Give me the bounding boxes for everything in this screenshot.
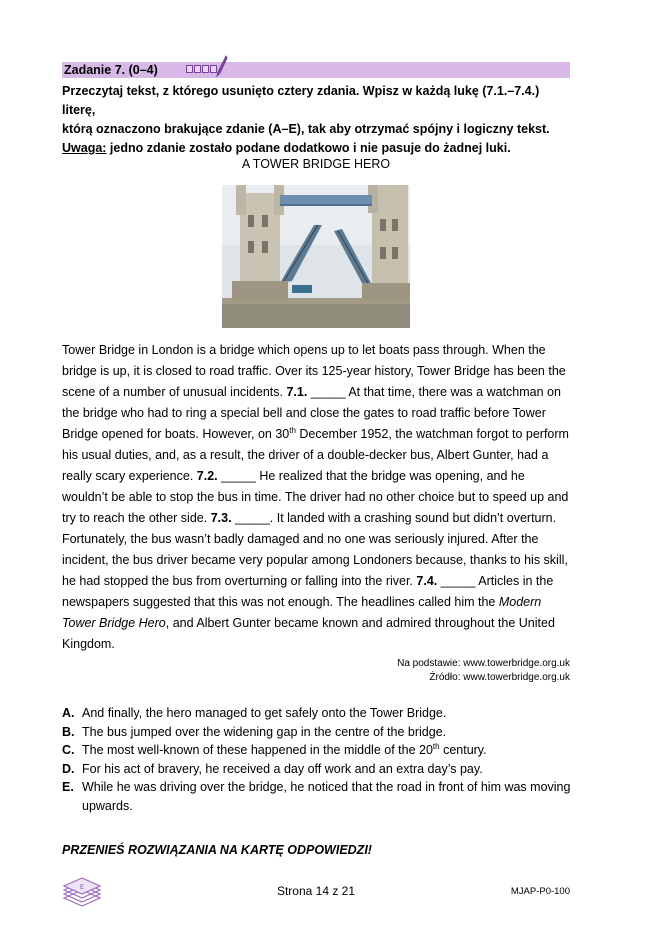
score-box bbox=[194, 65, 201, 73]
option-text: The bus jumped over the widening gap in the centre of the bridge. bbox=[82, 724, 447, 739]
option-b bbox=[62, 723, 574, 742]
pen-icon bbox=[214, 55, 228, 77]
text-segment: Tower Bridge in London is a bridge which opens up to let boats pass through. When the bridge is up, it is closed to road traffic. Over its 125-year history, Tower Bridge has been the scene of a number of unusual incidents. bbox=[62, 343, 566, 399]
ordinal-suffix: th bbox=[289, 425, 296, 435]
svg-text:E: E bbox=[79, 883, 85, 891]
option-text: While he was driving over the bridge, he noticed that the road in front of him was moving upwards. bbox=[82, 780, 571, 813]
option-e bbox=[62, 778, 574, 815]
ordinal-suffix: th bbox=[432, 741, 440, 751]
answer-options bbox=[62, 704, 574, 815]
headline-title: Modern Tower Bridge Hero bbox=[62, 595, 542, 630]
text-segment: December 1952, the watchman forgot to perform his usual duties, and, as a result, the driver of a double-decker bus, Albert Gunter, had a really scary experience. bbox=[62, 427, 569, 483]
exam-code: MJAP-P0-100 bbox=[510, 886, 570, 897]
score-box bbox=[202, 65, 209, 73]
option-d bbox=[62, 760, 574, 779]
option-a bbox=[62, 704, 574, 723]
task-title: Zadanie 7. (0–4) bbox=[64, 63, 158, 77]
text-segment: _____ At that time, there was a watchman on the bridge who had to ring a special bell and close the gates to road traffic before Tower Bridge opened for boats. However, on 30 bbox=[62, 385, 561, 441]
score-box bbox=[186, 65, 193, 73]
note-text: jedno zdanie zostało podane dodatkowo i nie pasuje do żadnej luki. bbox=[106, 141, 511, 155]
page-number: Strona 14 z 21 bbox=[276, 884, 356, 898]
instruction-line-1: Przeczytaj tekst, z którego usunięto cztery zdania. Wpisz w każdą lukę (7.1.–7.4.) literę, bbox=[62, 84, 540, 117]
option-text-part: The most well-known of these happened in the middle of the 20 bbox=[82, 743, 433, 757]
note-label: Uwaga: bbox=[62, 141, 107, 155]
gap-7-4: 7.4. bbox=[416, 574, 438, 588]
task-instructions bbox=[62, 82, 574, 158]
score-boxes-icon bbox=[186, 65, 217, 73]
transfer-note: PRZENIEŚ ROZWIĄZANIA NA KARTĘ ODPOWIEDZI! bbox=[62, 843, 372, 857]
option-letter: D. bbox=[62, 761, 75, 776]
text-segment: , and Albert Gunter became known and admired throughout the United Kingdom. bbox=[62, 616, 555, 651]
source-line-1: Na podstawie: www.towerbridge.org.uk bbox=[397, 658, 570, 669]
gap-7-2: 7.2. bbox=[196, 469, 218, 483]
option-c bbox=[62, 741, 574, 760]
option-letter: C. bbox=[62, 743, 75, 757]
gap-7-3: 7.3. bbox=[210, 511, 232, 525]
main-paragraph bbox=[62, 340, 572, 655]
gap-7-1: 7.1. bbox=[286, 385, 308, 399]
option-text bbox=[82, 741, 487, 760]
text-segment: _____ He realized that the bridge was opening, and he wouldn’t be able to stop the bus in time. The driver had no other choice but to speed up and try to reach the other side. bbox=[62, 469, 569, 525]
option-letter: A. bbox=[62, 706, 75, 720]
instruction-line-2: którą oznaczono brakujące zdanie (A–E), tak aby otrzymać spójny i logiczny tekst. bbox=[62, 122, 550, 136]
text-segment: _____ Articles in the newspapers suggested that this was not enough. The headlines called him the bbox=[62, 574, 554, 609]
instruction-note bbox=[62, 139, 574, 158]
text-segment: _____. It landed with a crashing sound but didn’t overturn. Fortunately, the bus wasn’t badly damaged and no one was seriously injured. After the incident, the bus driver became very popular among Londoners because, thanks to his skill, he had stopped the bus from overturning or falling into the river. bbox=[62, 511, 568, 588]
option-text-part: century. bbox=[439, 743, 487, 757]
text-title: A TOWER BRIDGE HERO bbox=[241, 157, 391, 171]
option-letter: B. bbox=[62, 724, 75, 739]
tower-bridge-photo bbox=[222, 185, 410, 328]
source-line-2: Źródło: www.towerbridge.org.uk bbox=[429, 672, 570, 683]
option-letter: E. bbox=[62, 780, 74, 794]
main-text bbox=[62, 340, 572, 655]
option-text: For his act of bravery, he received a day off work and an extra day’s pay. bbox=[82, 761, 483, 776]
option-text: And finally, the hero managed to get safely onto the Tower Bridge. bbox=[82, 706, 447, 720]
